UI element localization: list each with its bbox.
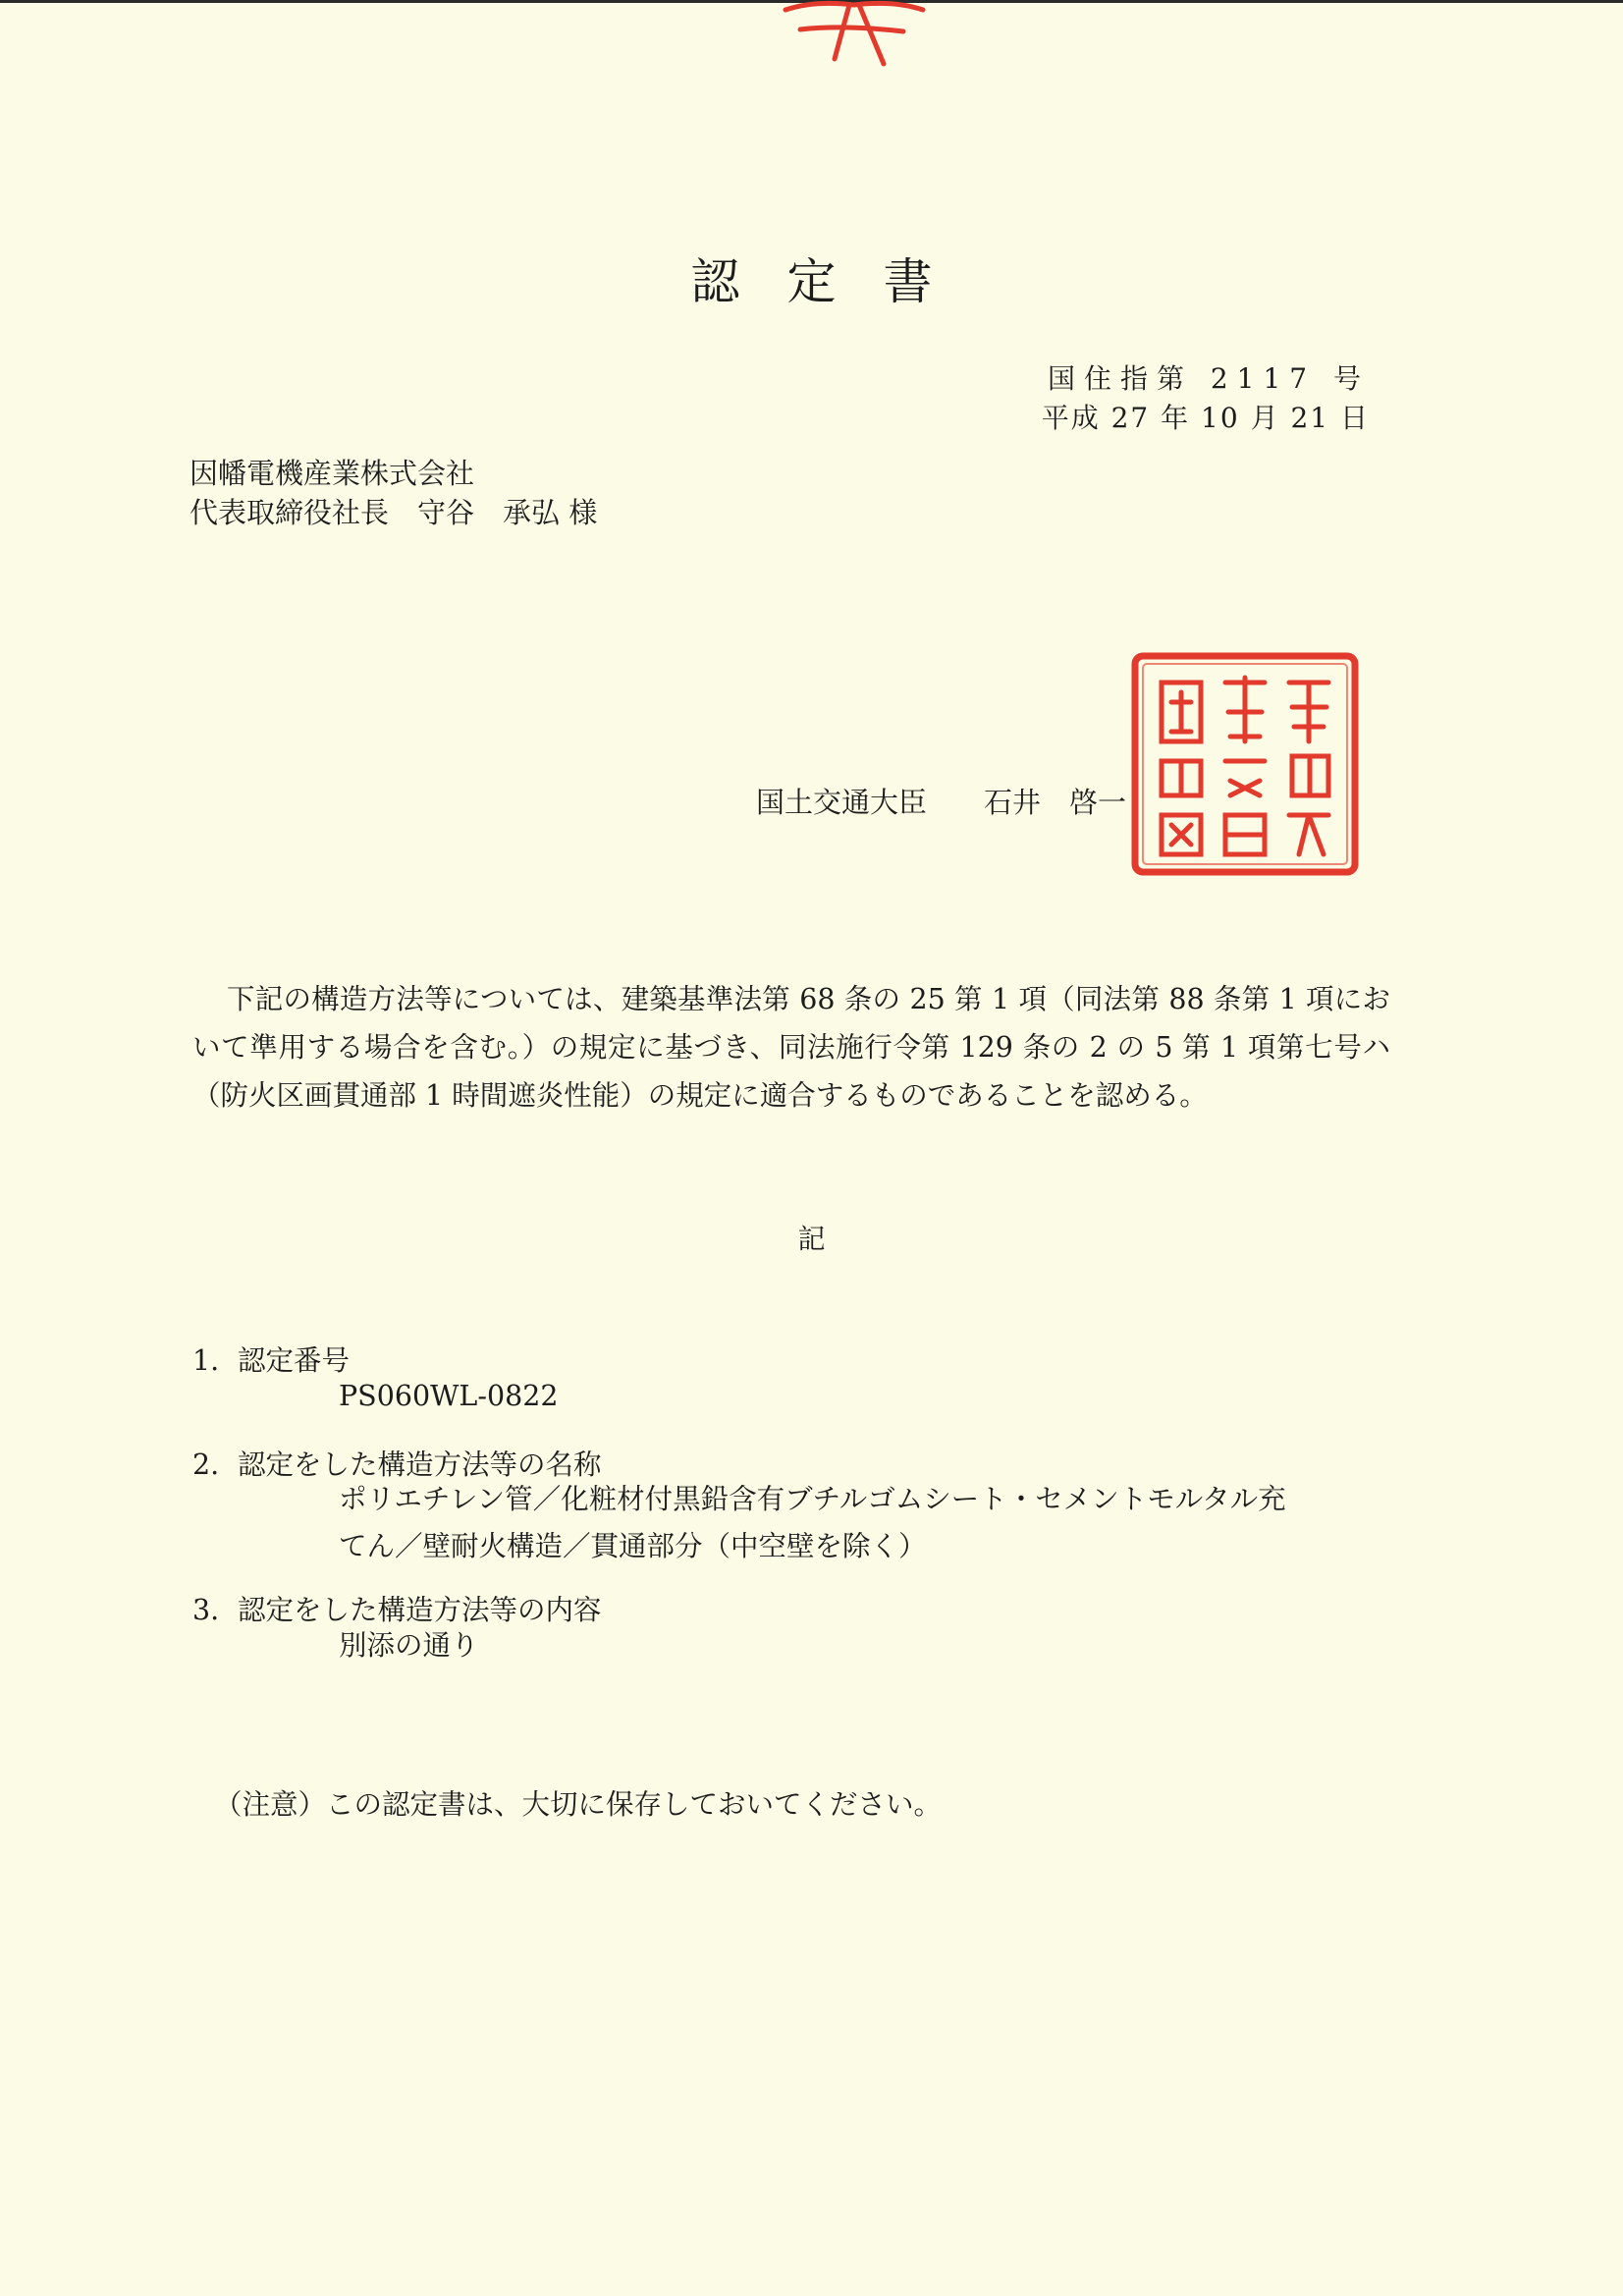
recipient-company: 因幡電機産業株式会社 <box>189 457 475 490</box>
issuer-name: 国土交通大臣 石井 啓一 <box>756 786 1127 819</box>
ki-heading: 記 <box>797 1223 826 1255</box>
recipient-person: 代表取締役社長 守谷 承弘 様 <box>189 496 598 529</box>
item-heading-text: 認定をした構造方法等の内容 <box>238 1594 602 1626</box>
item-value-line: PS060WL-0822 <box>339 1380 559 1412</box>
item-3-value <box>339 1622 1370 1669</box>
document-title: 認定書 <box>690 253 980 310</box>
item-number: 3. <box>192 1594 220 1626</box>
item-2-value <box>339 1476 1370 1570</box>
partial-seal-stamp <box>756 0 952 79</box>
item-value-line: てん／壁耐火構造／貫通部分（中空壁を除く） <box>339 1530 927 1562</box>
item-heading-text: 認定をした構造方法等の名称 <box>238 1449 602 1481</box>
item-1-heading <box>192 1339 350 1379</box>
item-value-line: ポリエチレン管／化粧材付黒鉛含有ブチルゴムシート・セメントモルタル充 <box>339 1483 1286 1515</box>
minister-seal-stamp <box>1127 648 1363 880</box>
document-date: 平成 27 年 10 月 21 日 <box>1041 402 1370 434</box>
item-value-line: 別添の通り <box>339 1629 479 1662</box>
item-1-value <box>339 1373 1370 1420</box>
item-number: 2. <box>192 1449 220 1481</box>
caution-note: （注意）この認定書は、大切に保存しておいてください。 <box>214 1788 943 1821</box>
document-number: 国住指第 2117 号 <box>1047 362 1370 395</box>
item-heading-text: 認定番号 <box>238 1344 351 1377</box>
item-number: 1. <box>192 1344 220 1377</box>
body-paragraph: 下記の構造方法等については、建築基準法第 68 条の 25 第 1 項（同法第 88 条第 1 項において準用する場合を含む。）の規定に基づき、同法施行令第 129 条の 2 の 5 第 1 項第七号ハ（防火区画貫通部 1 時間遮炎性能）の規定に適合するものであることを認める。 <box>192 983 1390 1112</box>
